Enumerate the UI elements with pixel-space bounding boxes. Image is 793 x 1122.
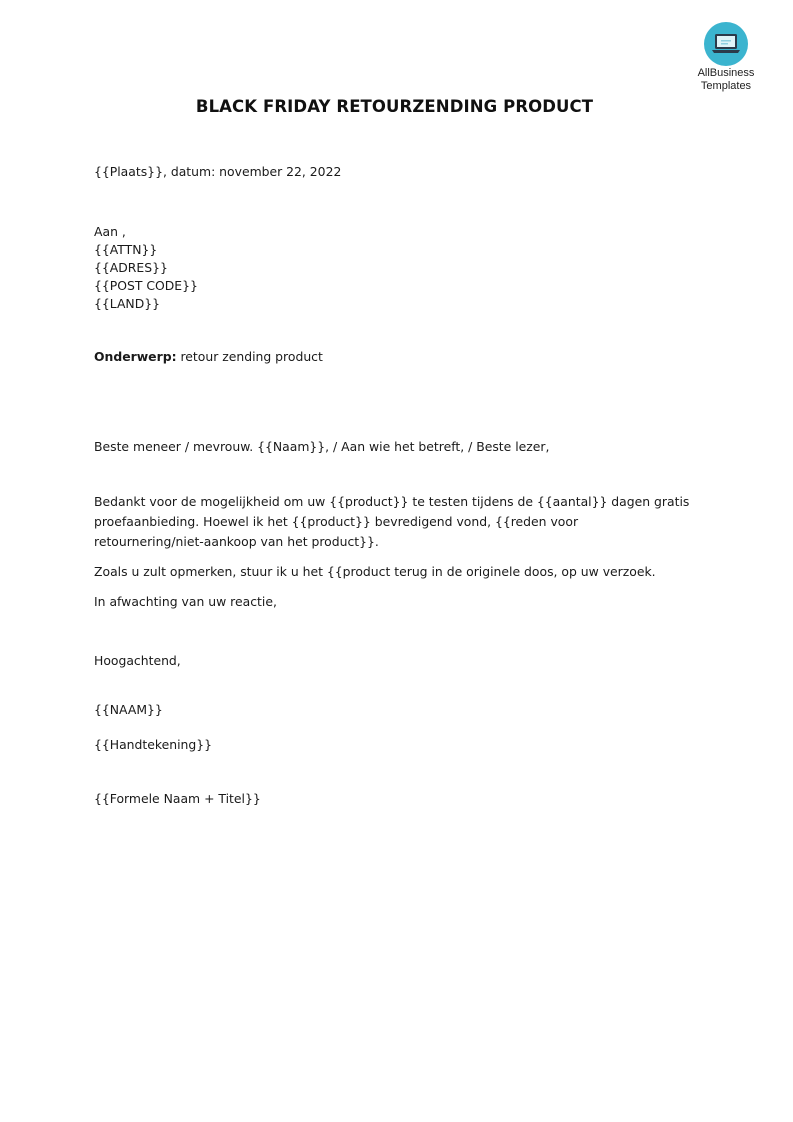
allbusiness-logo xyxy=(690,22,762,92)
closing-name: {{NAAM}} xyxy=(94,702,163,717)
address-postcode: {{POST CODE}} xyxy=(94,278,198,293)
closing-formal-name: {{Formele Naam + Titel}} xyxy=(94,791,261,806)
logo-text-line1: AllBusiness xyxy=(697,67,755,79)
subject-label: Onderwerp: xyxy=(94,349,177,364)
document-title: BLACK FRIDAY RETOURZENDING PRODUCT xyxy=(195,97,594,116)
address-attn: {{ATTN}} xyxy=(94,242,158,257)
address-land: {{LAND}} xyxy=(94,296,161,311)
closing-greeting: Hoogachtend, xyxy=(94,653,181,668)
address-to: Aan , xyxy=(94,224,126,239)
body-paragraph-1-line-1: Bedankt voor de mogelijkheid om uw {{product}} te testen tijdens de {{aantal}} dagen gratis xyxy=(94,494,690,509)
place-date: {{Plaats}}, datum: november 22, 2022 xyxy=(94,164,342,179)
subject-line xyxy=(94,348,323,366)
address-adres: {{ADRES}} xyxy=(94,260,168,275)
salutation: Beste meneer / mevrouw. {{Naam}}, / Aan wie het betreft, / Beste lezer, xyxy=(94,439,550,454)
logo-text-line2: Templates xyxy=(700,80,752,92)
subject-text: retour zending product xyxy=(176,349,323,364)
body-paragraph-3: In afwachting van uw reactie, xyxy=(94,594,277,609)
body-paragraph-1-line-2: proefaanbieding. Hoewel ik het {{product}} bevredigend vond, {{reden voor xyxy=(94,514,579,529)
closing-signature: {{Handtekening}} xyxy=(94,737,213,752)
body-paragraph-1-line-3: retournering/niet-aankoop van het product}}. xyxy=(94,534,379,549)
laptop-icon xyxy=(704,22,748,66)
body-paragraph-2: Zoals u zult opmerken, stuur ik u het {{product terug in de originele doos, op uw verzoek. xyxy=(94,564,656,579)
